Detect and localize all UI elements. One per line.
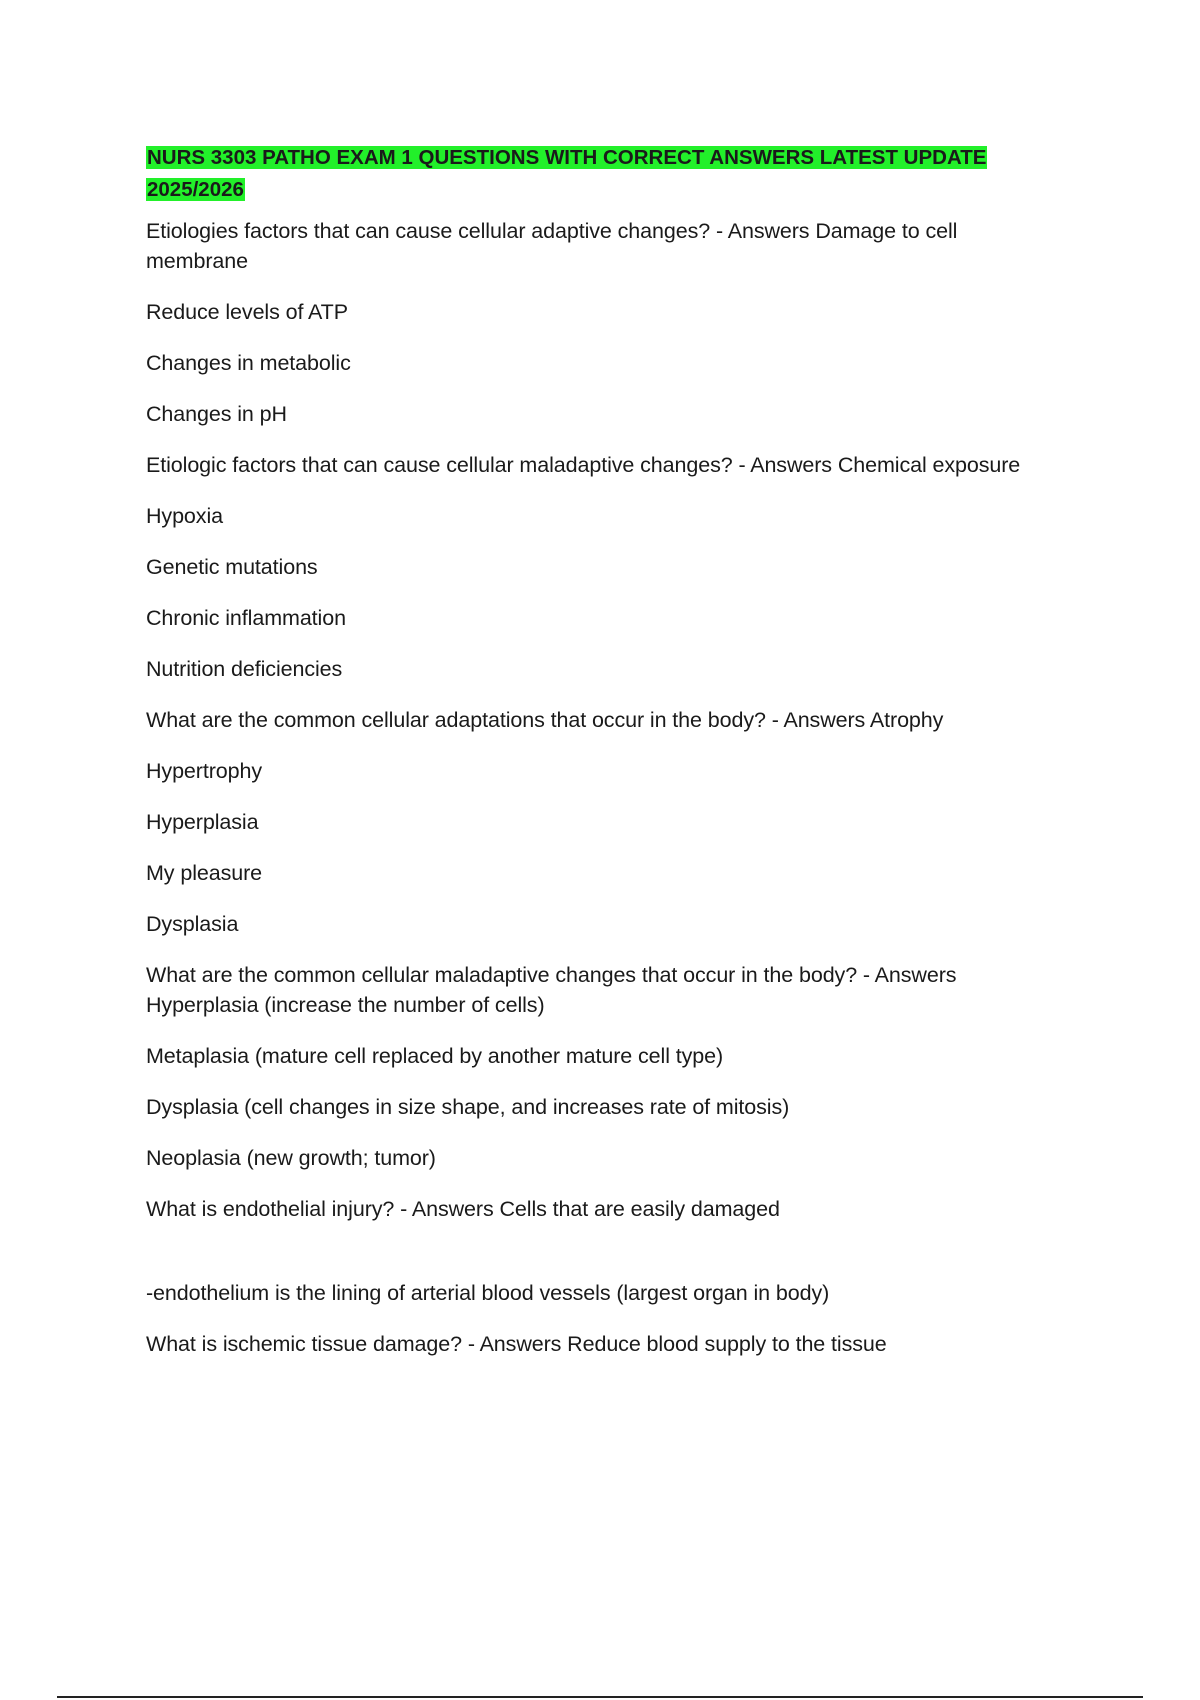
document-page (146, 142, 1086, 1380)
footer-divider (57, 1696, 1143, 1698)
paragraph: What are the common cellular adaptations that occur in the body? - Answers Atrophy (146, 708, 944, 732)
title-line-1: NURS 3303 PATHO EXAM 1 QUESTIONS WITH CORRECT ANSWERS LATEST UPDATE (147, 146, 987, 169)
paragraph: What are the common cellular maladaptive changes that occur in the body? - Answers Hyperplasia (increase the number of cells) (146, 963, 957, 1017)
paragraph: Nutrition deficiencies (146, 657, 343, 681)
paragraph: What is endothelial injury? - Answers Cells that are easily damaged (146, 1197, 780, 1221)
paragraph: What is ischemic tissue damage? - Answers Reduce blood supply to the tissue (146, 1332, 887, 1356)
document-title (146, 142, 1086, 206)
title-line-2: 2025/2026 (147, 178, 244, 201)
paragraph: Neoplasia (new growth; tumor) (146, 1146, 436, 1170)
paragraph: Dysplasia (cell changes in size shape, and increases rate of mitosis) (146, 1095, 790, 1119)
paragraph: Etiologies factors that can cause cellular adaptive changes? - Answers Damage to cell membrane (146, 219, 958, 273)
paragraph: -endothelium is the lining of arterial blood vessels (largest organ in body) (146, 1281, 830, 1305)
paragraph: Hyperplasia (146, 810, 259, 834)
title-highlight (146, 146, 987, 201)
paragraph: Hypoxia (146, 504, 223, 528)
paragraph: Hypertrophy (146, 759, 263, 783)
paragraph: Changes in pH (146, 402, 287, 426)
paragraph: Chronic inflammation (146, 606, 346, 630)
paragraph: Reduce levels of ATP (146, 300, 348, 324)
paragraph: My pleasure (146, 861, 263, 885)
paragraph: Changes in metabolic (146, 351, 351, 375)
paragraph: Etiologic factors that can cause cellular maladaptive changes? - Answers Chemical exposure (146, 453, 1021, 477)
paragraph: Genetic mutations (146, 555, 318, 579)
paragraph: Dysplasia (146, 912, 239, 936)
paragraph: Metaplasia (mature cell replaced by another mature cell type) (146, 1044, 724, 1068)
